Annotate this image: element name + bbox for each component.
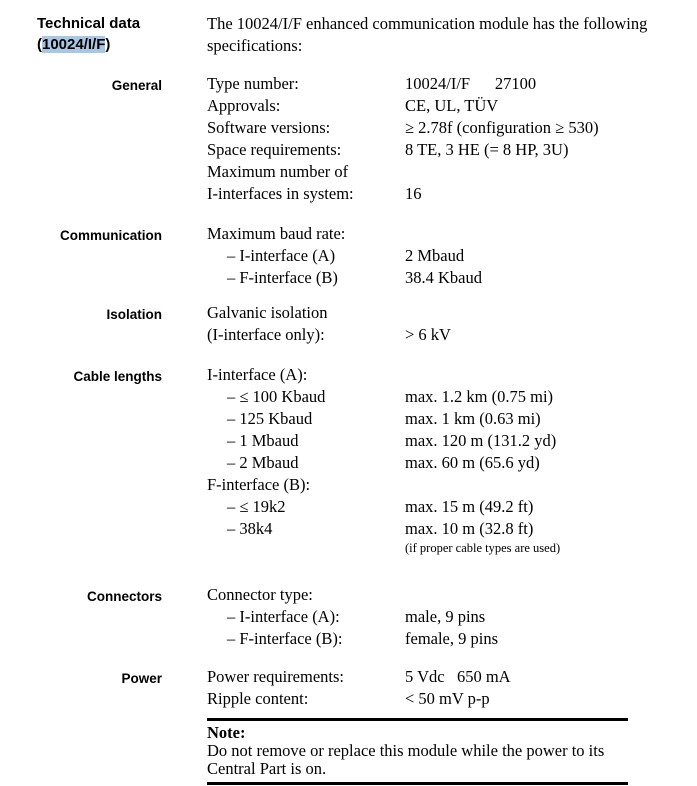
- spec-value: 5 Vdc 650 mA: [405, 667, 511, 686]
- spec-row: [207, 364, 697, 386]
- spec-label: Galvanic isolation: [207, 303, 328, 322]
- spec-row: [207, 452, 697, 474]
- page-header: [0, 13, 697, 57]
- section-label: Isolation: [106, 307, 162, 322]
- spec-label: – F-interface (B):: [227, 629, 343, 648]
- spec-value: 38.4 Kbaud: [405, 268, 482, 287]
- spec-label: I-interfaces in system:: [207, 184, 354, 203]
- spec-row: [207, 324, 697, 346]
- page-title-line2: [37, 34, 162, 55]
- spec-value: max. 120 m (131.2 yd): [405, 431, 557, 450]
- section-label: Cable lengths: [73, 369, 162, 384]
- spec-label: Maximum baud rate:: [207, 224, 346, 243]
- spec-row: [207, 183, 697, 205]
- spec-row: [207, 474, 697, 496]
- spec-label: F-interface (B):: [207, 475, 311, 494]
- page-title: [0, 13, 162, 57]
- spec-value: ≥ 2.78f (configuration ≥ 530): [405, 118, 599, 137]
- section-isolation: [0, 302, 697, 346]
- spec-row: [207, 73, 697, 95]
- spec-value: [405, 474, 697, 496]
- section-rows: [207, 73, 697, 205]
- spec-label: Type number:: [207, 74, 299, 93]
- note-line: Do not remove or replace this module while the power to its: [207, 741, 605, 760]
- spec-value: female, 9 pins: [405, 629, 499, 648]
- spec-label: – 125 Kbaud: [227, 409, 313, 428]
- spec-value: max. 60 m (65.6 yd): [405, 453, 540, 472]
- spec-value: > 6 kV: [405, 325, 451, 344]
- spec-label: I-interface (A):: [207, 365, 308, 384]
- spec-label: – 2 Mbaud: [227, 453, 299, 472]
- spec-label: – 38k4: [227, 519, 273, 538]
- spec-label: – ≤ 100 Kbaud: [227, 387, 326, 406]
- spec-row: [207, 223, 697, 245]
- spec-row: [207, 606, 697, 628]
- section-cable-lengths: [0, 364, 697, 556]
- section-connectors: [0, 584, 697, 650]
- spec-row: [207, 161, 697, 183]
- spec-value: [405, 223, 697, 245]
- note-title: Note:: [207, 723, 246, 742]
- spec-value: [405, 584, 697, 606]
- spec-row: [207, 628, 697, 650]
- section-general: [0, 73, 697, 205]
- spec-value: 16: [405, 184, 422, 203]
- spec-value: max. 15 m (49.2 ft): [405, 497, 534, 516]
- spec-label: Space requirements:: [207, 140, 342, 159]
- spec-label: Maximum number of: [207, 162, 349, 181]
- subtitle-prefix: (: [37, 36, 42, 53]
- spec-label: – 1 Mbaud: [227, 431, 299, 450]
- spec-label: Ripple content:: [207, 689, 309, 708]
- spec-value: CE, UL, TÜV: [405, 96, 499, 115]
- spec-row: [207, 666, 697, 688]
- intro-text: [207, 13, 697, 57]
- spec-value: 2 Mbaud: [405, 246, 465, 265]
- spec-value: male, 9 pins: [405, 607, 486, 626]
- spec-label: (I-interface only):: [207, 325, 325, 344]
- spec-label: – I-interface (A):: [227, 607, 340, 626]
- spec-row: [207, 496, 697, 518]
- section-power: [0, 666, 697, 710]
- intro-line: The 10024/I/F enhanced communication module has the following: [207, 14, 648, 33]
- spec-value: 10024/I/F 27100: [405, 74, 537, 93]
- spec-value: < 50 mV p-p: [405, 689, 490, 708]
- spec-row: [207, 386, 697, 408]
- search-highlight: 10024/I/F: [42, 36, 106, 53]
- note-box: [207, 718, 628, 785]
- spec-label: – I-interface (A): [227, 246, 336, 265]
- note-line: Central Part is on.: [207, 759, 327, 778]
- spec-label: – F-interface (B): [227, 268, 338, 287]
- section-rows: [207, 302, 697, 346]
- spec-row: [207, 139, 697, 161]
- spec-label: – ≤ 19k2: [227, 497, 286, 516]
- section-communication: [0, 223, 697, 289]
- spec-label: [207, 540, 405, 556]
- section-label: Connectors: [86, 589, 162, 604]
- spec-value: [405, 364, 697, 386]
- spec-value: max. 1.2 km (0.75 mi): [405, 387, 554, 406]
- spec-value: max. 1 km (0.63 mi): [405, 409, 541, 428]
- intro-line: specifications:: [207, 36, 303, 55]
- spec-value: [405, 161, 697, 183]
- spec-value: 8 TE, 3 HE (= 8 HP, 3U): [405, 140, 569, 159]
- spec-row: [207, 245, 697, 267]
- section-rows: [207, 666, 697, 710]
- section-label: General: [111, 78, 162, 93]
- spec-row: [207, 688, 697, 710]
- section-rows: [207, 364, 697, 556]
- spec-row: [207, 267, 697, 289]
- spec-value: [405, 302, 697, 324]
- section-label: Power: [121, 671, 162, 686]
- spec-label: Approvals:: [207, 96, 281, 115]
- spec-label: Software versions:: [207, 118, 331, 137]
- section-rows: [207, 223, 697, 289]
- section-label: Communication: [59, 228, 162, 243]
- spec-label: Connector type:: [207, 585, 313, 604]
- spec-value-footnote: (if proper cable types are used): [405, 541, 561, 555]
- section-rows: [207, 584, 697, 650]
- spec-row: [207, 95, 697, 117]
- spec-row: [207, 117, 697, 139]
- spec-row: [207, 540, 697, 556]
- spec-row: [207, 430, 697, 452]
- subtitle-suffix: ): [105, 36, 111, 53]
- spec-label: Power requirements:: [207, 667, 345, 686]
- page-title-line1: Technical data: [37, 15, 141, 32]
- spec-row: [207, 584, 697, 606]
- spec-row: [207, 408, 697, 430]
- spec-row: [207, 302, 697, 324]
- spec-value: max. 10 m (32.8 ft): [405, 519, 534, 538]
- spec-row: [207, 518, 697, 540]
